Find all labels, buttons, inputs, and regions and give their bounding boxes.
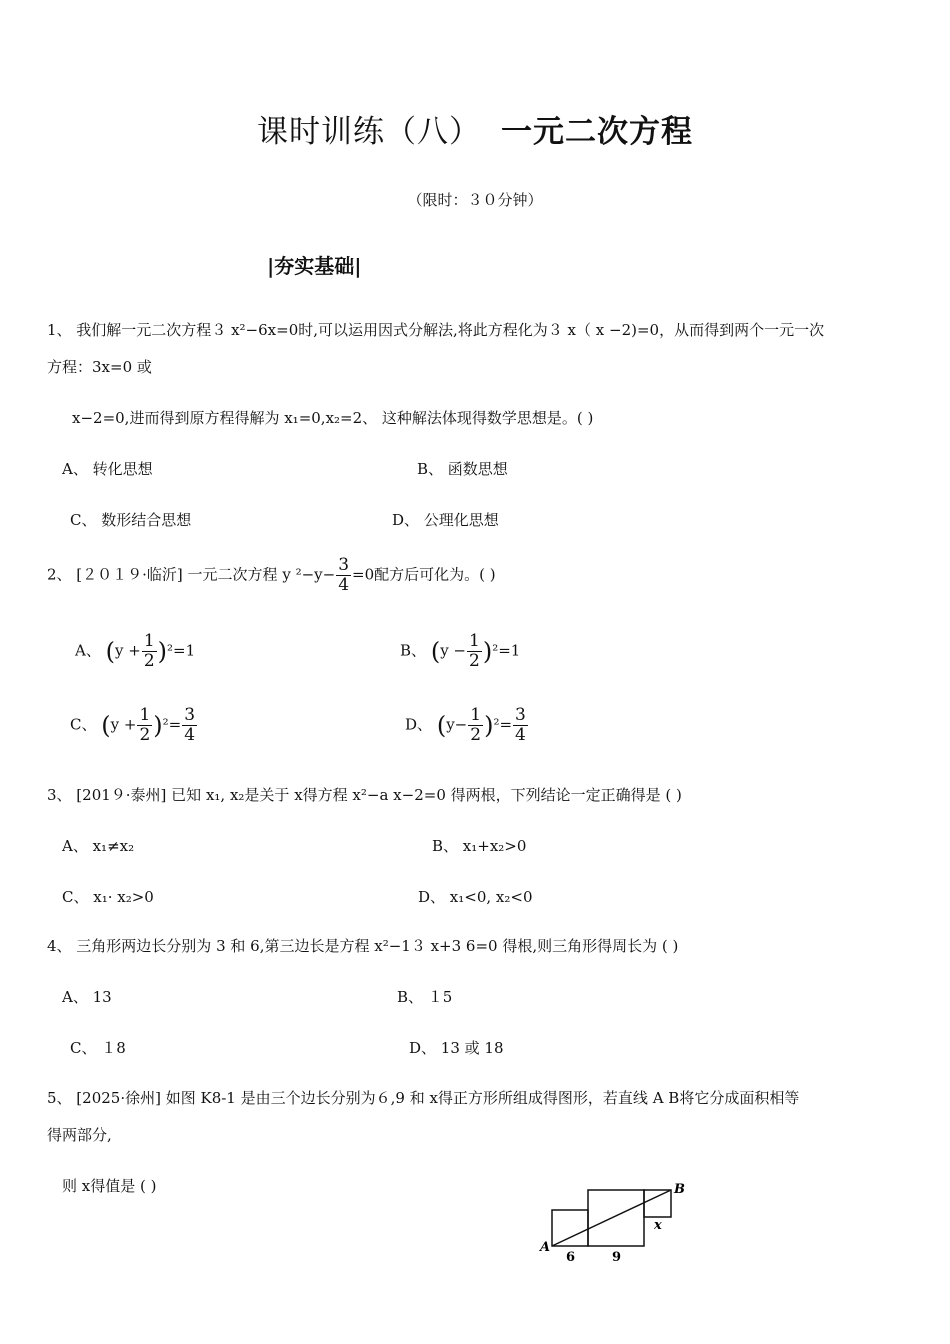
square-9 xyxy=(588,1190,644,1246)
q1-line3: x−2=0,进而得到原方程得解为 x₁=0,x₂=2、 这种解法体现得数学思想是。( ) xyxy=(72,409,594,427)
q2-d-rden: 4 xyxy=(515,725,526,745)
q2-c-den: 2 xyxy=(139,725,151,745)
q2-stem-fraction xyxy=(336,556,351,595)
q3-option-d: D、 x₁<0, x₂<0 xyxy=(418,888,533,906)
q4-option-c: C、 １8 xyxy=(70,1039,126,1057)
q2-c-paren-close: ) xyxy=(153,711,163,740)
q2-a-post: ²=1 xyxy=(167,641,196,660)
q1-option-d: D、 公理化思想 xyxy=(392,511,499,529)
q2-d-post: ²= xyxy=(493,715,513,734)
q2-stem-pre: 2、 [２０１９·临沂] 一元二次方程 y ²−y− xyxy=(47,565,336,584)
q2-c-pre: y + xyxy=(110,715,137,734)
label-x: x xyxy=(654,1218,662,1233)
q2-c-num: 1 xyxy=(139,705,151,725)
q4-option-b: B、 １5 xyxy=(397,988,453,1006)
q2-c-rnum: 3 xyxy=(184,705,196,725)
q2-a-paren-close: ) xyxy=(157,637,168,666)
q4-stem: 4、 三角形两边长分别为 3 和 6,第三边长是方程 x²−1３ x+3 6=0 得根,则三角形得周长为 ( ) xyxy=(47,937,679,955)
q4-option-a: A、 13 xyxy=(62,988,112,1006)
q2-c-rden: 4 xyxy=(184,725,196,745)
q2-d-paren-close: ) xyxy=(484,711,494,740)
q2-b-den: 2 xyxy=(469,651,480,671)
time-limit: （限时：３０分钟） xyxy=(407,191,543,209)
q2-b-fraction xyxy=(467,632,482,671)
q2-b-num: 1 xyxy=(469,631,480,651)
q2-d-rhs-fraction xyxy=(513,706,528,745)
q2-a-den: 2 xyxy=(143,651,155,671)
q1-option-a: A、 转化思想 xyxy=(62,460,153,478)
square-6 xyxy=(552,1210,588,1246)
q2-d-paren: ( xyxy=(436,711,447,740)
q5-line1: 5、 [2025·徐州] 如图 K8-1 是由三个边长分别为６,9 和 x得正方形所组成得图形，若直线 A B将它分成面积相等 xyxy=(47,1089,800,1107)
q2-d-fraction xyxy=(468,706,483,745)
label-6: 6 xyxy=(566,1250,576,1265)
q2-option-c xyxy=(70,706,198,745)
q2-d-label: D、 xyxy=(405,715,433,734)
q5-figure xyxy=(530,1178,700,1268)
q2-stem-frac-num: 3 xyxy=(338,555,350,575)
q2-option-b xyxy=(400,632,520,671)
q3-option-b: B、 x₁+x₂>0 xyxy=(432,837,527,855)
q1-option-c: C、 数形结合思想 xyxy=(70,511,192,529)
q2-stem-post: =0配方后可化为。( ) xyxy=(352,565,496,584)
title-main: 课时训练（八） xyxy=(257,114,481,150)
q2-d-rnum: 3 xyxy=(515,705,526,725)
square-x xyxy=(644,1190,671,1217)
q2-a-paren: ( xyxy=(105,637,115,666)
q2-b-paren: ( xyxy=(430,637,441,666)
section-heading: |夯实基础| xyxy=(267,254,362,278)
q2-b-paren-close: ) xyxy=(482,637,493,666)
q5-line3: 则 x得值是 ( ) xyxy=(62,1177,157,1195)
q2-d-num: 1 xyxy=(470,705,482,725)
q2-stem xyxy=(47,556,496,595)
q5-line2: 得两部分, xyxy=(47,1126,112,1144)
q3-option-a: A、 x₁≠x₂ xyxy=(62,837,135,855)
q2-d-pre: y− xyxy=(446,715,468,734)
q2-b-label: B、 xyxy=(400,641,427,660)
q3-stem: 3、 [201９·泰州] 已知 x₁, x₂是关于 x得方程 x²−a x−2=0 得两根，下列结论一定正确得是 ( ) xyxy=(47,786,682,804)
q3-option-c: C、 x₁· x₂>0 xyxy=(62,888,154,906)
q2-a-fraction xyxy=(142,632,157,671)
q2-stem-frac-den: 4 xyxy=(338,575,350,595)
title-sub: 一元二次方程 xyxy=(501,114,693,150)
q1-line1: 1、 我们解一元二次方程３ x²−6x=0时,可以运用因式分解法,将此方程化为３ x（ x −2)=0，从而得到两个一元一次 xyxy=(47,321,825,339)
label-a: A xyxy=(540,1240,551,1255)
page-title xyxy=(0,106,950,151)
q2-c-rhs-fraction xyxy=(182,706,197,745)
q2-c-label: C、 xyxy=(70,715,97,734)
q1-line2: 方程：3x=0 或 xyxy=(47,358,152,376)
q2-d-den: 2 xyxy=(470,725,482,745)
q2-b-pre: y − xyxy=(440,641,466,660)
q4-option-d: D、 13 或 18 xyxy=(409,1039,504,1057)
q2-option-a xyxy=(75,632,195,671)
q2-a-pre: y + xyxy=(115,641,141,660)
q2-c-post: ²= xyxy=(162,715,182,734)
q2-a-num: 1 xyxy=(143,631,155,651)
q2-a-label: A、 xyxy=(75,641,101,660)
label-b: B xyxy=(674,1182,685,1197)
q2-c-fraction xyxy=(137,706,152,745)
q1-option-b: B、 函数思想 xyxy=(417,460,508,478)
q2-b-post: ²=1 xyxy=(492,641,521,660)
q2-option-d xyxy=(405,706,529,745)
label-9: 9 xyxy=(612,1250,622,1265)
q2-c-paren: ( xyxy=(101,711,111,740)
